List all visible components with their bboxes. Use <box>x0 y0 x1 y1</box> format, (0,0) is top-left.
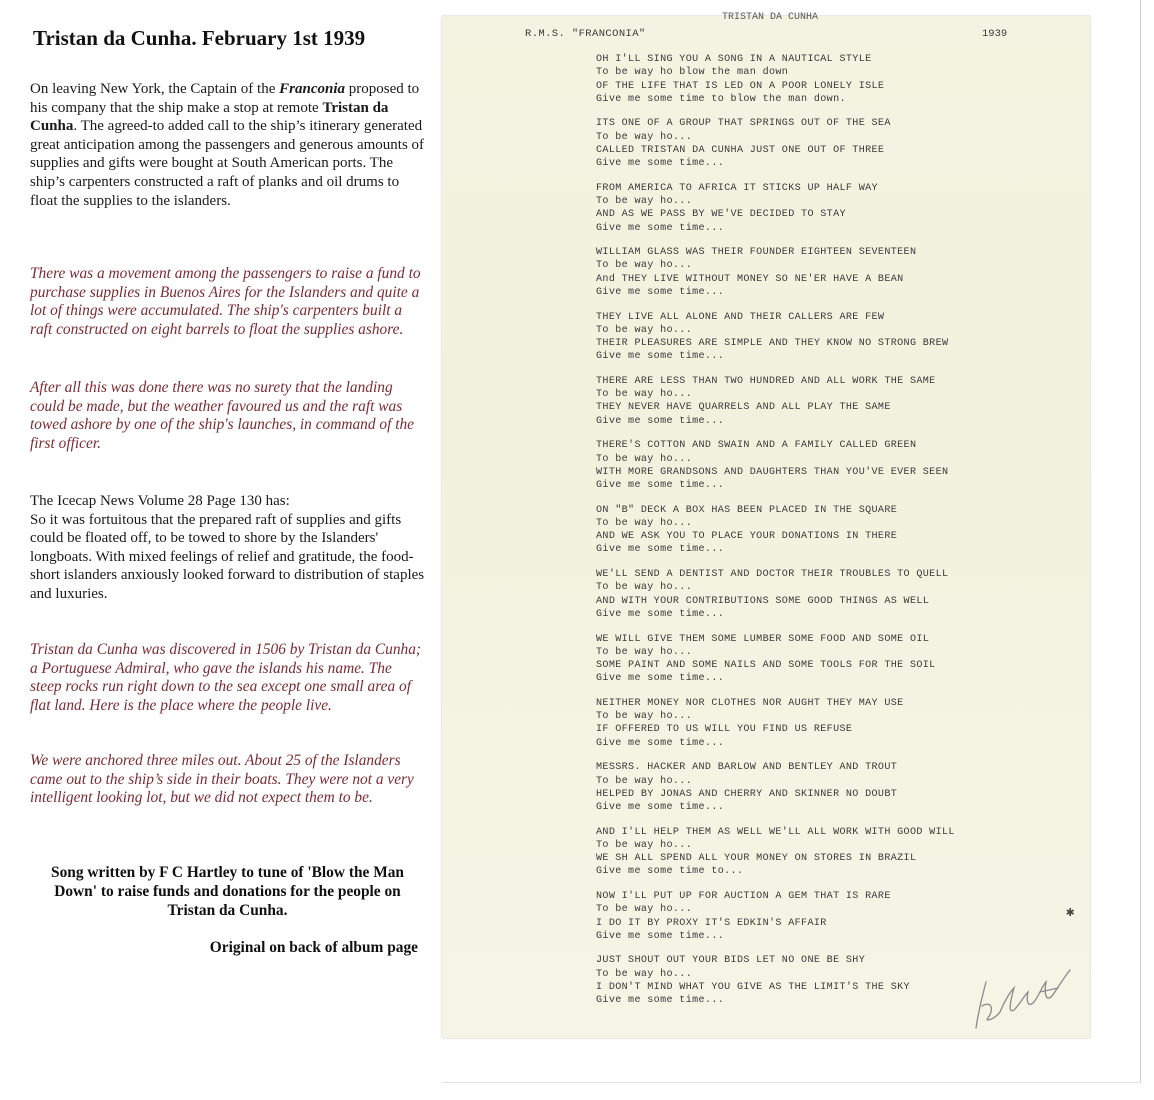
island-name: Tristan da Cunha <box>30 99 389 135</box>
song-stanza <box>596 246 1066 299</box>
song-line: OH I'LL SING YOU A SONG IN A NAUTICAL STYLE <box>596 54 872 65</box>
song-line: To be way ho... <box>596 389 693 401</box>
song-line: NOW I'LL PUT UP FOR AUCTION A GEM THAT IS RARE <box>596 891 891 903</box>
song-line: Give me some time... <box>596 608 725 620</box>
song-line: To be way ho... <box>596 711 693 723</box>
song-line: Give me some time... <box>596 222 725 234</box>
song-stanza <box>596 53 1066 106</box>
song-line: To be way ho... <box>596 260 693 272</box>
sheet-ship-header: R.M.S. "FRANCONIA" <box>525 28 646 40</box>
song-line: To be way ho... <box>596 646 693 658</box>
song-line: Give me some time... <box>596 995 725 1007</box>
song-line: WILLIAM GLASS WAS THEIR FOUNDER EIGHTEEN SEVENTEEN <box>596 247 917 259</box>
song-line: To be way ho blow the man down <box>596 67 789 79</box>
song-line: SOME PAINT AND SOME NAILS AND SOME TOOLS FOR THE SOIL <box>596 660 936 672</box>
icecap-news-paragraph <box>30 492 425 604</box>
song-line: Give me some time... <box>596 158 725 170</box>
intro-text-mid: proposed to his company that the ship make a stop at remote <box>30 81 420 116</box>
song-line: Give me some time... <box>596 930 725 942</box>
intro-paragraph <box>30 80 425 210</box>
song-line: ITS ONE OF A GROUP THAT SPRINGS OUT OF THE SEA <box>596 118 891 130</box>
asterisk-mark: ✱ <box>1066 905 1075 921</box>
song-stanza <box>596 697 1066 750</box>
song-line: Give me some time to blow the man down. <box>596 93 846 105</box>
song-stanza <box>596 439 1066 492</box>
song-line: Give me some time to... <box>596 866 744 878</box>
diary-quote-fund: There was a movement among the passengers to raise a fund to purchase supplies in Buenos Aires for the Islanders and quite a lot of things were accumulated. The ship's carpenters built a raft constructed on eight barrels to float the supplies ashore. <box>30 265 421 338</box>
icecap-news-body: So it was fortuitous that the prepared raft of supplies and gifts could be floated off, to be towed to shore by the Islanders' longboats. With mixed feelings of relief and gratitude, the food-short islanders anxiously looked forward to distribution of staples and luxuries. <box>30 511 425 602</box>
song-stanza <box>596 182 1066 235</box>
song-line: To be way ho... <box>596 324 693 336</box>
sheet-year: 1939 <box>982 28 1008 40</box>
song-line: OF THE LIFE THAT IS LED ON A POOR LONELY ISLE <box>596 80 885 92</box>
song-line: I DON'T MIND WHAT YOU GIVE AS THE LIMIT'S THE SKY <box>596 981 910 993</box>
song-line: To be way ho... <box>596 131 693 143</box>
ship-name: Franconia <box>279 81 345 97</box>
sheet-top-title: TRISTAN DA CUNHA <box>722 12 819 23</box>
song-stanza <box>596 117 1066 170</box>
song-line: Give me some time... <box>596 673 725 685</box>
song-stanza <box>596 504 1066 557</box>
song-line: THEIR PLEASURES ARE SIMPLE AND THEY KNOW NO STRONG BREW <box>596 338 949 350</box>
song-line: To be way ho... <box>596 453 693 465</box>
song-line: To be way ho... <box>596 904 693 916</box>
song-stanza <box>596 761 1066 814</box>
song-line: Give me some time... <box>596 544 725 556</box>
song-line: WE SH ALL SPEND ALL YOUR MONEY ON STORES IN BRAZIL <box>596 853 917 865</box>
song-line: Give me some time... <box>596 286 725 298</box>
page-edge-bottom <box>442 1082 1141 1083</box>
song-line: I DO IT BY PROXY IT'S EDKIN'S AFFAIR <box>596 917 827 929</box>
intro-text-end: . The agreed-to added call to the ship’s itinerary generated great anticipation among the passengers and generous amounts of supplies and gifts were bought at South American ports. The ship’s carpenters constructed a raft of planks and oil drums to float the supplies to the islanders. <box>30 118 425 209</box>
song-line: AND AS WE PASS BY WE'VE DECIDED TO STAY <box>596 209 846 221</box>
song-line: To be way ho... <box>596 582 693 594</box>
commentary-column <box>0 0 440 1100</box>
song-line: WITH MORE GRANDSONS AND DAUGHTERS THAN YOU'VE EVER SEEN <box>596 466 949 478</box>
song-line: AND WE ASK YOU TO PLACE YOUR DONATIONS IN THERE <box>596 531 898 543</box>
song-line: To be way ho... <box>596 517 693 529</box>
song-stanza <box>596 890 1066 943</box>
page-edge-right <box>1140 0 1141 1082</box>
song-caption: Song written by F C Hartley to tune of 'Blow the Man Down' to raise funds and donations for the people on Tristan da Cunha. <box>51 864 404 919</box>
song-line: THEY LIVE ALL ALONE AND THEIR CALLERS ARE FEW <box>596 311 885 323</box>
diary-quote-landing: After all this was done there was no surety that the landing could be made, but the weather favoured us and the raft was towed ashore by one of the ship's launches, in command of the first officer. <box>30 379 415 452</box>
song-line: MESSRS. HACKER AND BARLOW AND BENTLEY AND TROUT <box>596 762 898 774</box>
original-note: Original on back of album page <box>209 939 418 956</box>
song-line: IF OFFERED TO US WILL YOU FIND US REFUSE <box>596 724 853 736</box>
song-line: WE WILL GIVE THEM SOME LUMBER SOME FOOD AND SOME OIL <box>596 633 930 645</box>
intro-text-start: On leaving New York, the Captain of the <box>30 81 280 97</box>
song-line: To be way ho... <box>596 839 693 851</box>
song-line: ON "B" DECK A BOX HAS BEEN PLACED IN THE SQUARE <box>596 504 898 516</box>
page-title: Tristan da Cunha. February 1st 1939 <box>33 26 366 50</box>
song-line: Give me some time... <box>596 802 725 814</box>
song-line: To be way ho... <box>596 775 693 787</box>
song-line: HELPED BY JONAS AND CHERRY AND SKINNER NO DOUBT <box>596 788 898 800</box>
song-line: To be way ho... <box>596 196 693 208</box>
song-stanza <box>596 568 1066 621</box>
song-line: THEY NEVER HAVE QUARRELS AND ALL PLAY THE SAME <box>596 402 891 414</box>
song-line: AND I'LL HELP THEM AS WELL WE'LL ALL WORK WITH GOOD WILL <box>596 826 955 838</box>
song-line: CALLED TRISTAN DA CUNHA JUST ONE OUT OF THREE <box>596 144 885 156</box>
song-line: FROM AMERICA TO AFRICA IT STICKS UP HALF WAY <box>596 182 878 194</box>
handwritten-signature <box>970 962 1080 1032</box>
icecap-news-heading: The Icecap News Volume 28 Page 130 has: <box>30 493 290 509</box>
song-stanza <box>596 311 1066 364</box>
song-stanza <box>596 633 1066 686</box>
song-line: WE'LL SEND A DENTIST AND DOCTOR THEIR TROUBLES TO QUELL <box>596 569 949 581</box>
diary-quote-history: Tristan da Cunha was discovered in 1506 by Tristan da Cunha; a Portuguese Admiral, who gave the islands his name. The steep rocks run right down to the sea except one small area of flat land. Here is the place where the people live. <box>30 641 422 714</box>
song-line: Give me some time... <box>596 480 725 492</box>
song-line: Give me some time... <box>596 351 725 363</box>
song-line: To be way ho... <box>596 968 693 980</box>
song-line: And THEY LIVE WITHOUT MONEY SO NE'ER HAVE A BEAN <box>596 273 904 285</box>
song-line: THERE ARE LESS THAN TWO HUNDRED AND ALL WORK THE SAME <box>596 375 936 387</box>
song-line: THERE'S COTTON AND SWAIN AND A FAMILY CALLED GREEN <box>596 440 917 452</box>
song-line: AND WITH YOUR CONTRIBUTIONS SOME GOOD THINGS AS WELL <box>596 595 930 607</box>
typed-song-sheet <box>442 12 1090 1038</box>
song-line: NEITHER MONEY NOR CLOTHES NOR AUGHT THEY MAY USE <box>596 697 904 709</box>
song-line: Give me some time... <box>596 415 725 427</box>
song-stanza <box>596 375 1066 428</box>
song-stanza <box>596 826 1066 879</box>
song-line: Give me some time... <box>596 737 725 749</box>
song-verses <box>596 53 1066 1019</box>
diary-quote-anchorage: We were anchored three miles out. About 25 of the Islanders came out to the ship’s side in their boats. They were not a very intelligent looking lot, but we did not expect them to be. <box>30 752 414 807</box>
song-line: JUST SHOUT OUT YOUR BIDS LET NO ONE BE SHY <box>596 955 866 967</box>
